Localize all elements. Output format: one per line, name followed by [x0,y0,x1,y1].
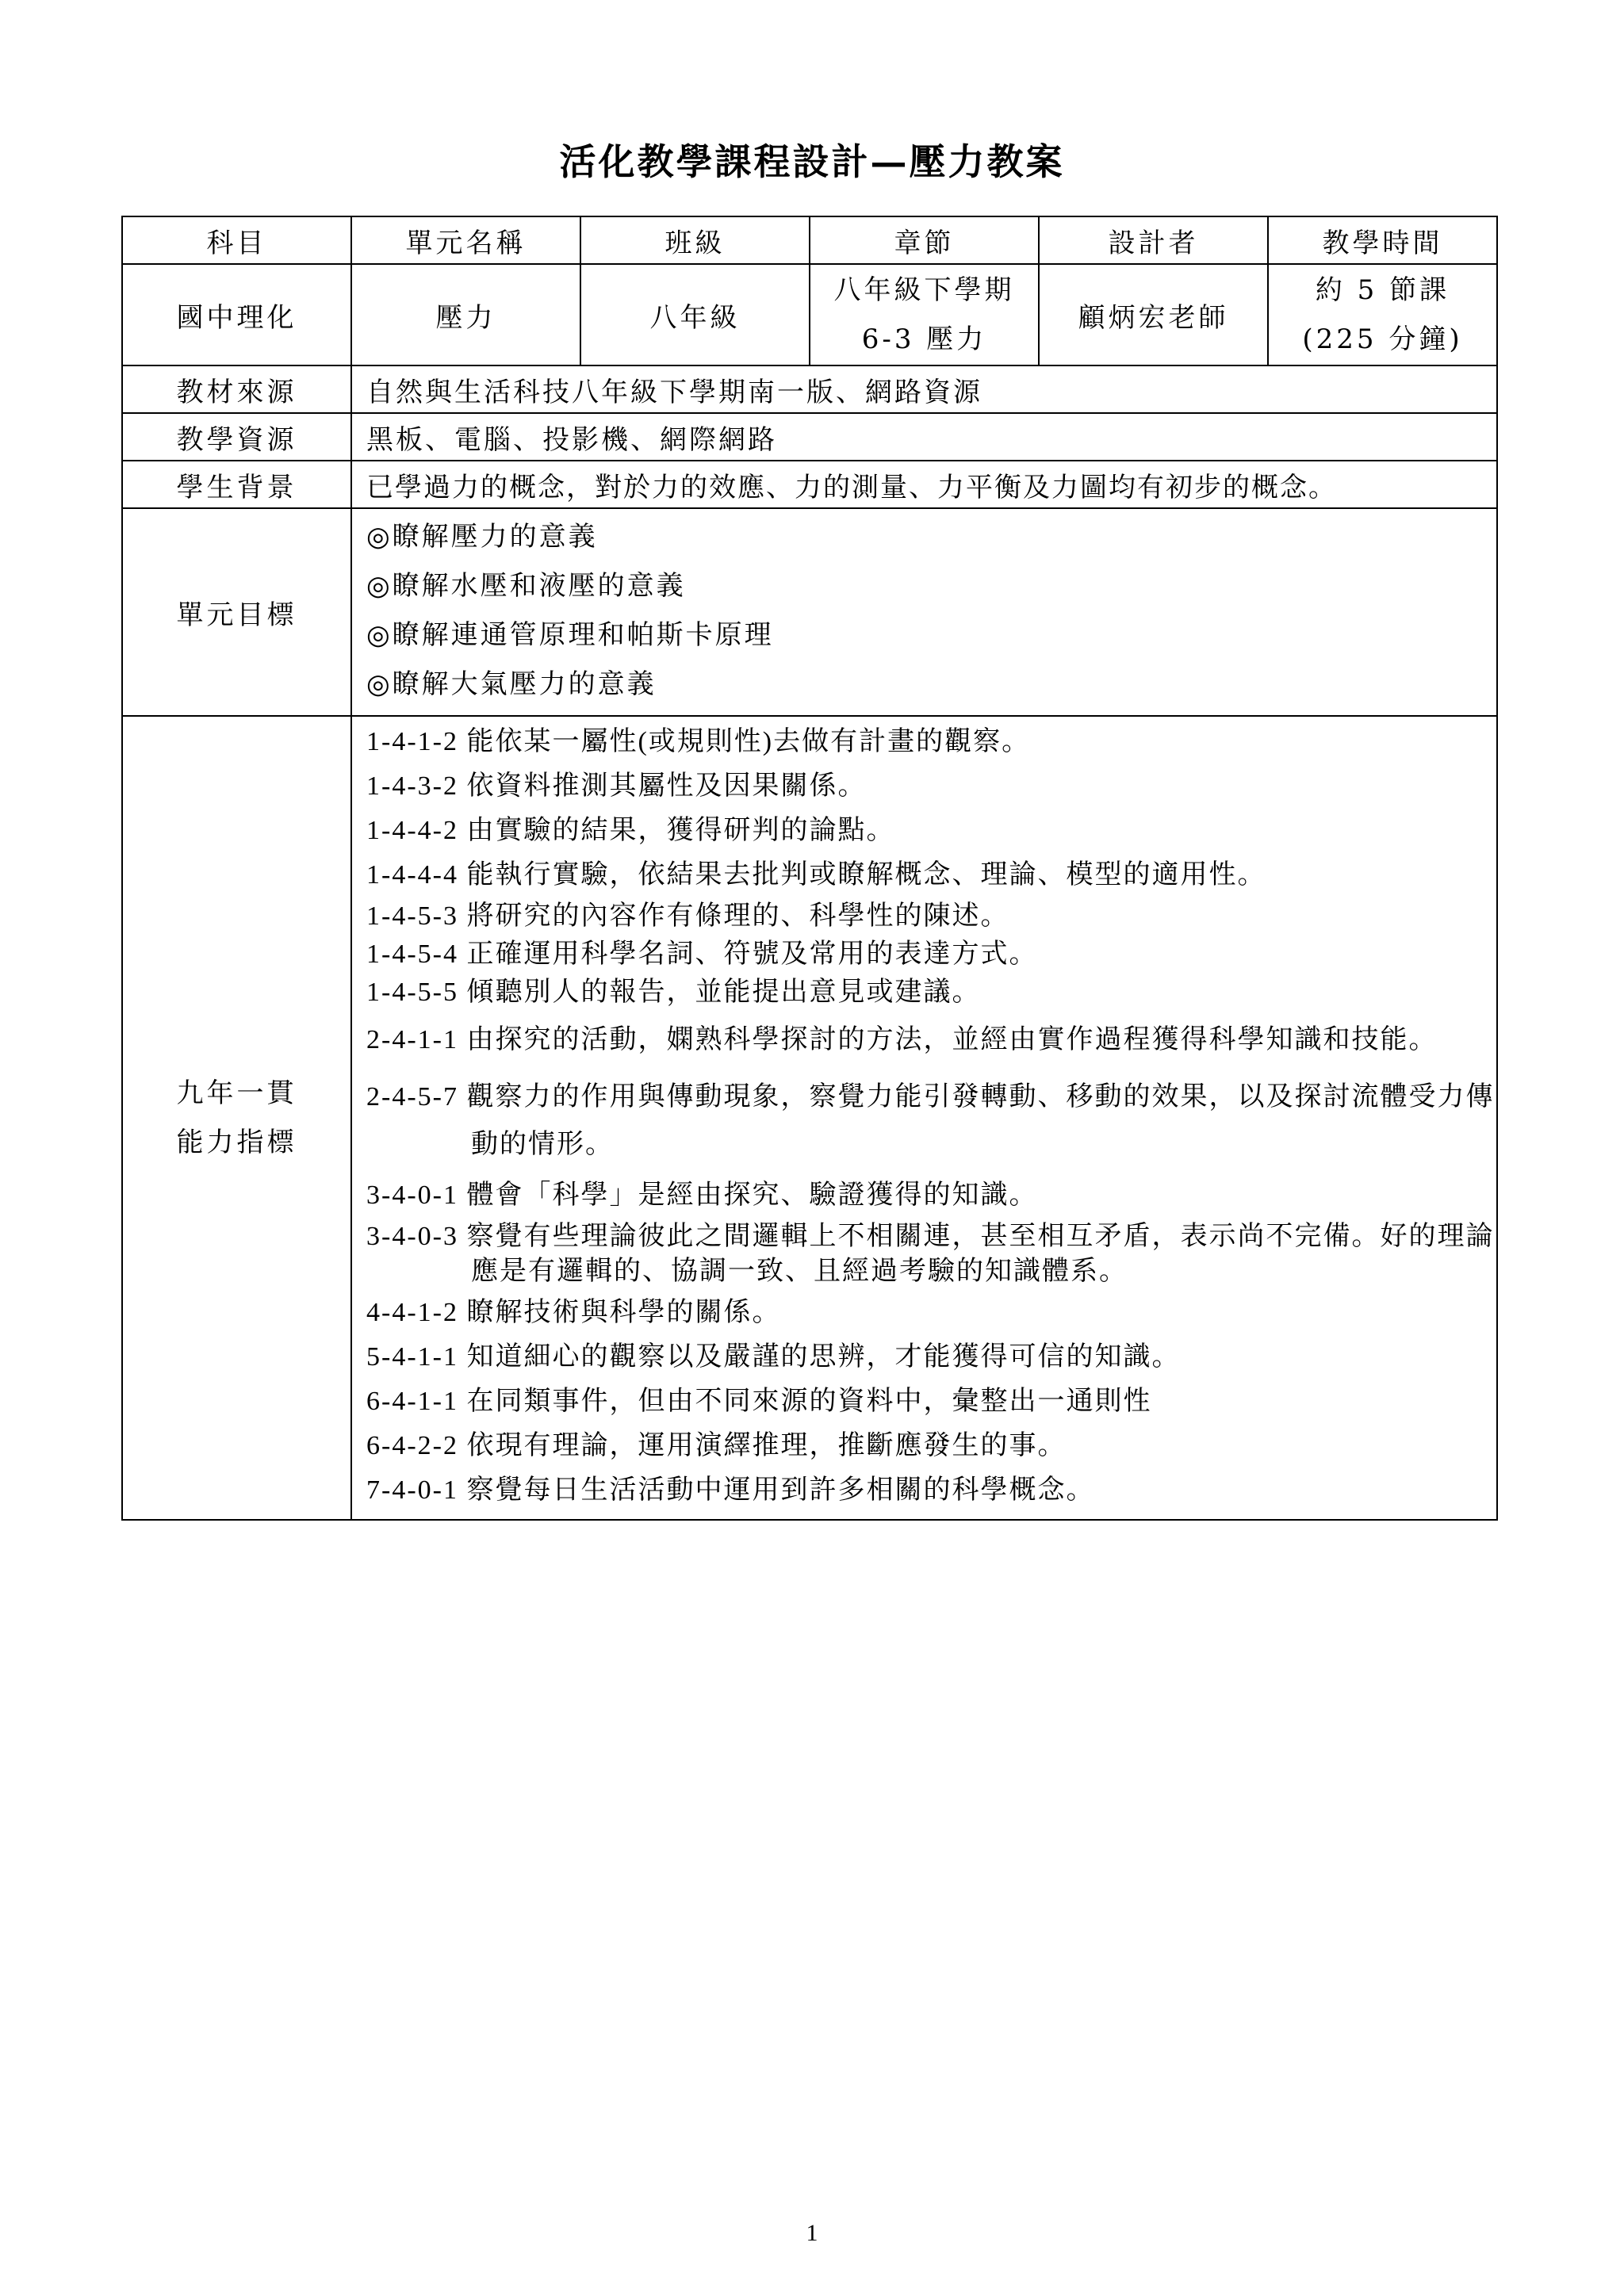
goal-item: ◎瞭解連通管原理和帕斯卡原理 [366,619,774,651]
ability-item: 5-4-1-1 知道細心的觀察以及嚴謹的思辨，才能獲得可信的知識。 [366,1342,1181,1372]
info-subject: 國中理化 [122,264,351,365]
abilities-label-line-2: 能力指標 [176,1127,297,1158]
lesson-plan-table [121,216,1498,1521]
info-row [122,264,1497,365]
goal-item: ◎瞭解大氣壓力的意義 [366,668,657,700]
ability-item: 1-4-5-5 傾聽別人的報告，並能提出意見或建議。 [366,978,981,1007]
ability-item: 1-4-1-2 能依某一屬性(或規則性)去做有計畫的觀察。 [366,727,1031,756]
ability-item: 1-4-3-2 依資料推測其屬性及因果關係。 [366,771,867,801]
ability-item: 1-4-4-2 由實驗的結果，獲得研判的論點。 [366,816,895,845]
document-title: 活化教學課程設計—壓力教案 [559,140,1065,183]
header-subject: 科目 [122,216,351,264]
abilities-label-line-1: 九年一貫 [176,1077,297,1109]
header-teaching-time: 教學時間 [1268,216,1497,264]
goal-item: ◎瞭解壓力的意義 [366,521,598,553]
background-label: 學生背景 [122,461,351,508]
source-value: 自然與生活科技八年級下學期南一版、網路資源 [351,365,1497,413]
resource-row [122,413,1497,461]
source-row [122,365,1497,413]
chapter-line-1: 八年級下學期 [833,274,1015,306]
chapter-line-2: 6-3 壓力 [861,323,987,355]
abilities-label [122,716,351,1520]
abilities-list [351,716,1497,1520]
goals-label: 單元目標 [122,508,351,716]
ability-item: 7-4-0-1 察覺每日生活活動中運用到許多相關的科學概念。 [366,1475,1095,1505]
ability-item: 1-4-4-4 能執行實驗，依結果去批判或瞭解概念、理論、模型的適用性。 [366,860,1266,890]
ability-item: 1-4-5-4 正確運用科學名詞、符號及常用的表達方式。 [366,939,1038,969]
ability-item: 6-4-2-2 依現有理論，運用演繹推理，推斷應發生的事。 [366,1431,1067,1460]
info-grade: 八年級 [580,264,810,365]
info-designer: 顧炳宏老師 [1039,264,1268,365]
source-label: 教材來源 [122,365,351,413]
info-unit-name: 壓力 [351,264,580,365]
background-value: 已學過力的概念，對於力的效應、力的測量、力平衡及力圖均有初步的概念。 [351,461,1497,508]
goals-list [351,508,1497,716]
background-row [122,461,1497,508]
ability-item: 1-4-5-3 將研究的內容作有條理的、科學性的陳述。 [366,901,1009,931]
resource-label: 教學資源 [122,413,351,461]
ability-item: 2-4-5-7 觀察力的作用與傳動現象，察覺力能引發轉動、移動的效果，以及探討流體受力傳動的情形。 [366,1082,1495,1159]
info-teaching-time [1268,264,1497,365]
ability-item: 4-4-1-2 瞭解技術與科學的關係。 [366,1298,781,1327]
header-chapter: 章節 [810,216,1039,264]
goal-item: ◎瞭解水壓和液壓的意義 [366,570,686,602]
header-designer: 設計者 [1039,216,1268,264]
page-number: 1 [806,2220,818,2246]
ability-item: 6-4-1-1 在同類事件，但由不同來源的資料中，彙整出一通則性 [366,1387,1152,1416]
ability-item: 3-4-0-1 體會「科學」是經由探究、驗證獲得的知識。 [366,1181,1038,1210]
abilities-row [122,716,1497,1520]
goals-row [122,508,1497,716]
header-grade: 班級 [580,216,810,264]
resource-value: 黑板、電腦、投影機、網際網路 [351,413,1497,461]
ability-item: 2-4-1-1 由探究的活動，嫻熟科學探討的方法，並經由實作過程獲得科學知識和技能。 [366,1025,1438,1054]
header-row [122,216,1497,264]
time-line-2: (225 分鐘) [1302,323,1463,355]
ability-item: 3-4-0-3 察覺有些理論彼此之間邏輯上不相關連，甚至相互矛盾，表示尚不完備。好的理論應是有邏輯的、協調一致、且經過考驗的知識體系。 [366,1222,1495,1286]
time-line-1: 約 5 節課 [1315,274,1450,306]
info-chapter [810,264,1039,365]
header-unit-name: 單元名稱 [351,216,580,264]
